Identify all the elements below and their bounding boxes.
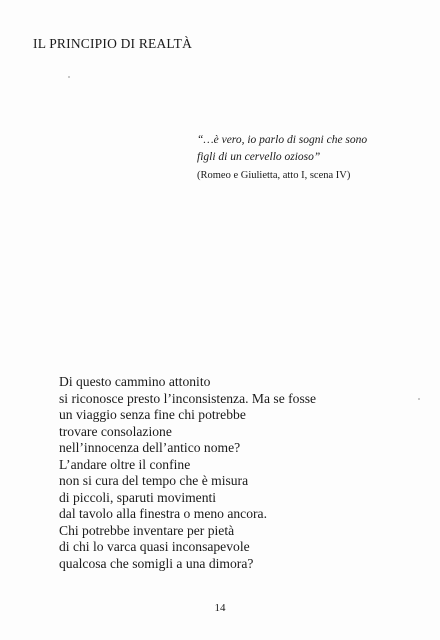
poem-line: si riconosce presto l’inconsistenza. Ma se fosse xyxy=(59,390,317,406)
paper-speck xyxy=(68,76,70,78)
poem xyxy=(59,374,419,572)
poem-line: trovare consolazione xyxy=(59,423,172,439)
poem-line: Chi potrebbe inventare per pietà xyxy=(59,522,235,538)
epigraph-line: figli di un cervello ozioso” xyxy=(197,151,321,163)
poem-line: di chi lo varca quasi inconsapevole xyxy=(59,539,250,554)
paper-speck xyxy=(418,398,420,400)
epigraph-line: “…è vero, io parlo di sogni che sono xyxy=(197,134,368,146)
poem-line: un viaggio senza fine chi potrebbe xyxy=(59,407,246,422)
epigraph xyxy=(197,132,427,183)
page-number: 14 xyxy=(214,602,226,614)
poem-line: qualcosa che somigli a una dimora? xyxy=(59,555,254,571)
epigraph-quote xyxy=(197,132,427,166)
poem-line: nell’innocenza dell’antico nome? xyxy=(59,440,241,455)
poem-line: non si cura del tempo che è misura xyxy=(59,473,249,488)
poem-line: L’andare oltre il confine xyxy=(59,456,191,472)
poem-line: dal tavolo alla finestra o meno ancora. xyxy=(59,506,267,521)
poem-line: di piccoli, sparuti movimenti xyxy=(59,489,217,505)
chapter-title: IL PRINCIPIO DI REALTÀ xyxy=(33,36,193,51)
epigraph-source: (Romeo e Giulietta, atto I, scena IV) xyxy=(197,170,351,181)
poem-line: Di questo cammino attonito xyxy=(59,374,211,389)
